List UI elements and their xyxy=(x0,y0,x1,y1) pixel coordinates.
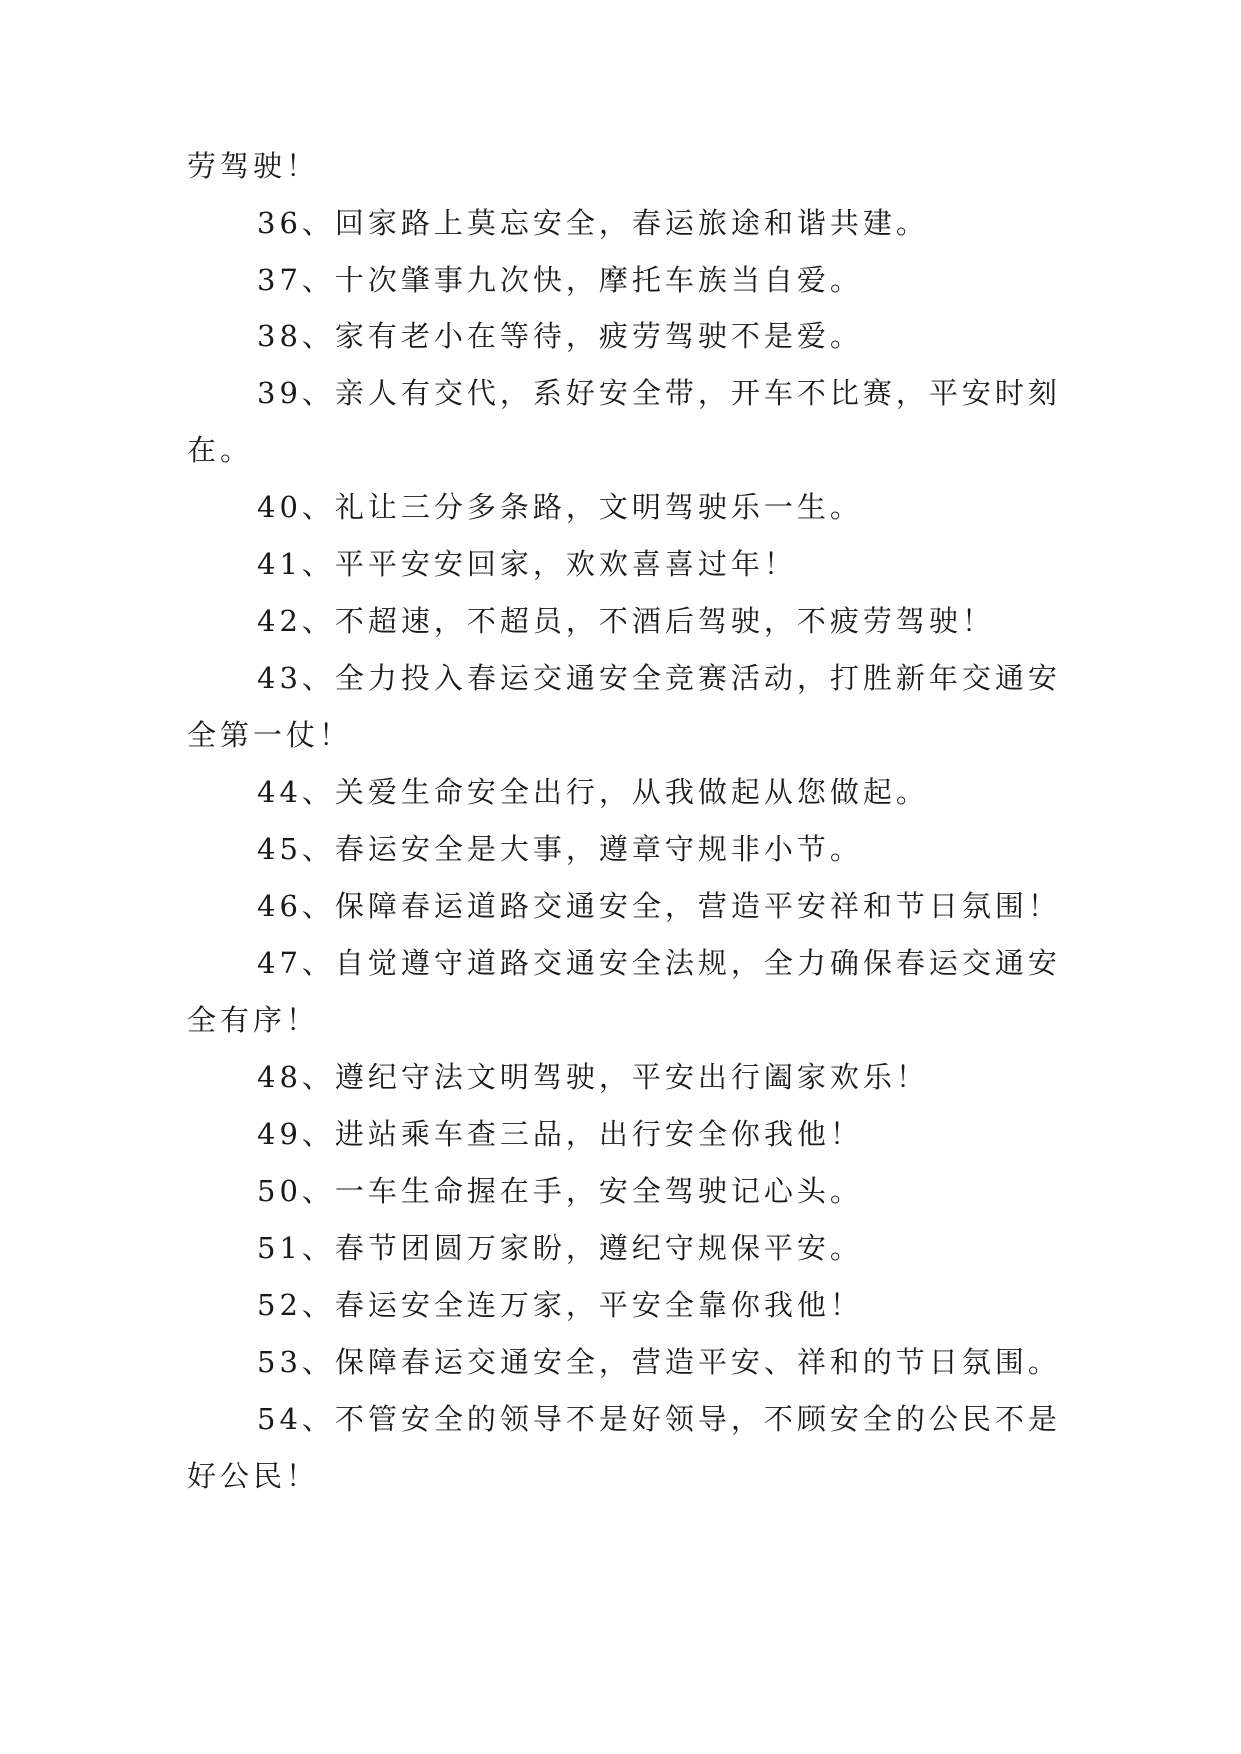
list-item: 51、春节团圆万家盼，遵纪守规保平安。 xyxy=(257,1231,863,1265)
list-item: 52、春运安全连万家，平安全靠你我他！ xyxy=(257,1288,863,1322)
list-item: 41、平平安安回家，欢欢喜喜过年！ xyxy=(257,547,797,581)
list-item: 42、不超速，不超员，不酒后驾驶，不疲劳驾驶！ xyxy=(257,604,995,638)
text-line: 在。 xyxy=(187,433,254,467)
list-item: 46、保障春运道路交通安全，营造平安祥和节日氛围！ xyxy=(257,889,1061,923)
text-line: 全有序！ xyxy=(187,1003,320,1037)
list-item: 47、自觉遵守道路交通安全法规，全力确保春运交通安 xyxy=(257,946,1061,980)
list-item: 45、春运安全是大事，遵章守规非小节。 xyxy=(257,832,863,866)
list-item: 38、家有老小在等待，疲劳驾驶不是爱。 xyxy=(257,319,863,353)
text-line: 劳驾驶！ xyxy=(187,149,320,183)
list-item: 53、保障春运交通安全，营造平安、祥和的节日氛围。 xyxy=(257,1345,1061,1379)
list-item: 40、礼让三分多条路，文明驾驶乐一生。 xyxy=(257,490,863,524)
list-item: 37、十次肇事九次快，摩托车族当自爱。 xyxy=(257,263,863,297)
list-item: 44、关爱生命安全出行，从我做起从您做起。 xyxy=(257,775,929,809)
list-item: 39、亲人有交代，系好安全带，开车不比赛，平安时刻 xyxy=(257,376,1061,410)
list-item: 50、一车生命握在手，安全驾驶记心头。 xyxy=(257,1174,863,1208)
text-line: 全第一仗！ xyxy=(187,718,353,752)
list-item: 36、回家路上莫忘安全，春运旅途和谐共建。 xyxy=(257,206,929,240)
list-item: 48、遵纪守法文明驾驶，平安出行阖家欢乐！ xyxy=(257,1060,929,1094)
list-item: 54、不管安全的领导不是好领导，不顾安全的公民不是 xyxy=(257,1402,1061,1436)
list-item: 43、全力投入春运交通安全竞赛活动，打胜新年交通安 xyxy=(257,661,1061,695)
list-item: 49、进站乘车查三品，出行安全你我他！ xyxy=(257,1117,863,1151)
text-line: 好公民！ xyxy=(187,1459,320,1493)
